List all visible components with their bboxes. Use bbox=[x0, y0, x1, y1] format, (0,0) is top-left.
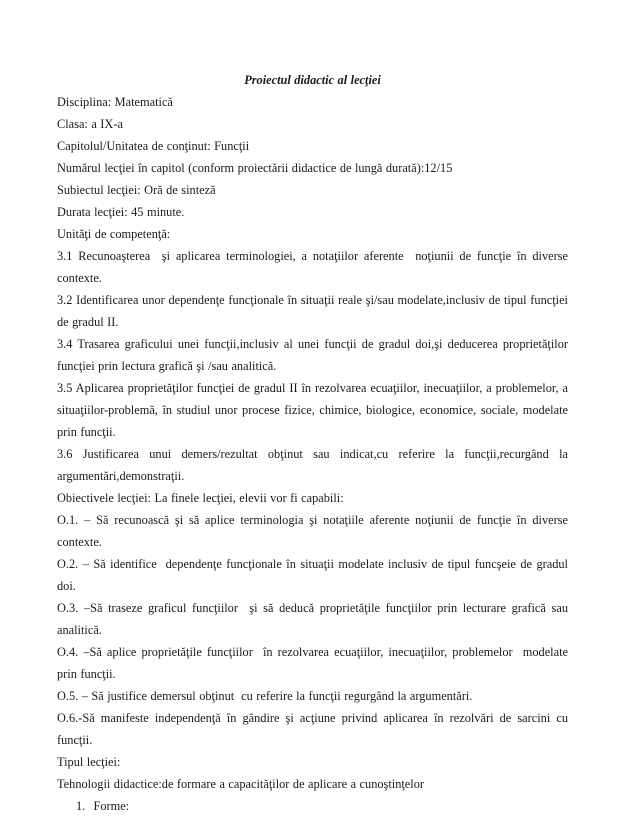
paragraph-clasa: Clasa: a IX-a bbox=[57, 117, 123, 131]
paragraph-subiectul-lectiei: Subiectul lecţiei: Oră de sinteză bbox=[57, 183, 216, 197]
paragraph-capitol-unitate: Capitolul/Unitatea de conţinut: Funcţii bbox=[57, 139, 250, 153]
list-item-number: 1. bbox=[76, 799, 86, 813]
document-title: Proiectul didactic al lecţiei bbox=[244, 73, 381, 87]
paragraph-competenta-3-2: 3.2 Identificarea unor dependenţe funcţionale în situaţii reale şi/sau modelate,inclusiv de tipul funcţiei de gradul II. bbox=[57, 293, 572, 329]
paragraph-competenta-3-4: 3.4 Trasarea graficului unei funcţii,inclusiv al unei funcţii de gradul doi,şi deducerea proprietăţilor funcţiei prin lectura grafică şi /sau analitică. bbox=[57, 337, 572, 373]
paragraph-obiectiv-o6: O.6.-Să manifeste independenţă în gândire şi acţiune privind aplicarea în rezolvări de sarcini cu funcţii. bbox=[57, 711, 572, 747]
paragraph-durata-lectiei: Durata lecţiei: 45 minute. bbox=[57, 205, 185, 219]
paragraph-obiectiv-o1: O.1. – Să recunoască şi să aplice terminologia şi notaţiile aferente noţiunii de funcţie în diverse contexte. bbox=[57, 513, 572, 549]
heading-tipul-lectiei: Tipul lecţiei: bbox=[57, 755, 121, 769]
list-item-forme bbox=[57, 795, 568, 817]
list-item-label: Forme: bbox=[93, 799, 130, 813]
paragraph-competenta-3-1: 3.1 Recunoaşterea şi aplicarea terminologiei, a notaţiilor aferente noţiunii de funcţie în diverse contexte. bbox=[57, 249, 572, 285]
heading-obiectivele-lectiei: Obiectivele lecţiei: La finele lecţiei, elevii vor fi capabili: bbox=[57, 491, 344, 505]
paragraph-obiectiv-o2: O.2. – Să identifice dependenţe funcţionale în situaţii modelate inclusiv de tipul funcşeie de gradul doi. bbox=[57, 557, 572, 593]
paragraph-numarul-lectiei: Numărul lecţiei în capitol (conform proiectării didactice de lungă durată):12/15 bbox=[57, 161, 453, 175]
paragraph-obiectiv-o4: O.4. –Să aplice proprietăţile funcţiilor în rezolvarea ecuaţiilor, inecuaţiilor, problemelor modelate prin funcţii. bbox=[57, 645, 572, 681]
paragraph-obiectiv-o3: O.3. –Să traseze graficul funcţiilor şi să deducă proprietăţile funcţiilor prin lecturare grafică sau analitică. bbox=[57, 601, 572, 637]
paragraph-competenta-3-5: 3.5 Aplicarea proprietăţilor funcţiei de gradul II în rezolvarea ecuaţiilor, inecuaţiilor, a problemelor, a situaţiilor-problemă, în studiul unor procese fizice, chimice, biologice, economice, sociale, modelate prin funcţii. bbox=[57, 381, 572, 439]
paragraph-competenta-3-6: 3.6 Justificarea unui demers/rezultat obţinut sau indicat,cu referire la funcţii,recurgând la argumentări,demonstraţii. bbox=[57, 447, 572, 483]
heading-unitati-competenta: Unităţi de competenţă: bbox=[57, 227, 171, 241]
paragraph-obiectiv-o5: O.5. – Să justifice demersul obţinut cu referire la funcţii regurgând la argumentări. bbox=[57, 689, 473, 703]
paragraph-tehnologii-didactice: Tehnologii didactice:de formare a capacităţilor de aplicare a cunoştinţelor bbox=[57, 777, 424, 791]
paragraph-disciplina: Disciplina: Matematică bbox=[57, 95, 173, 109]
